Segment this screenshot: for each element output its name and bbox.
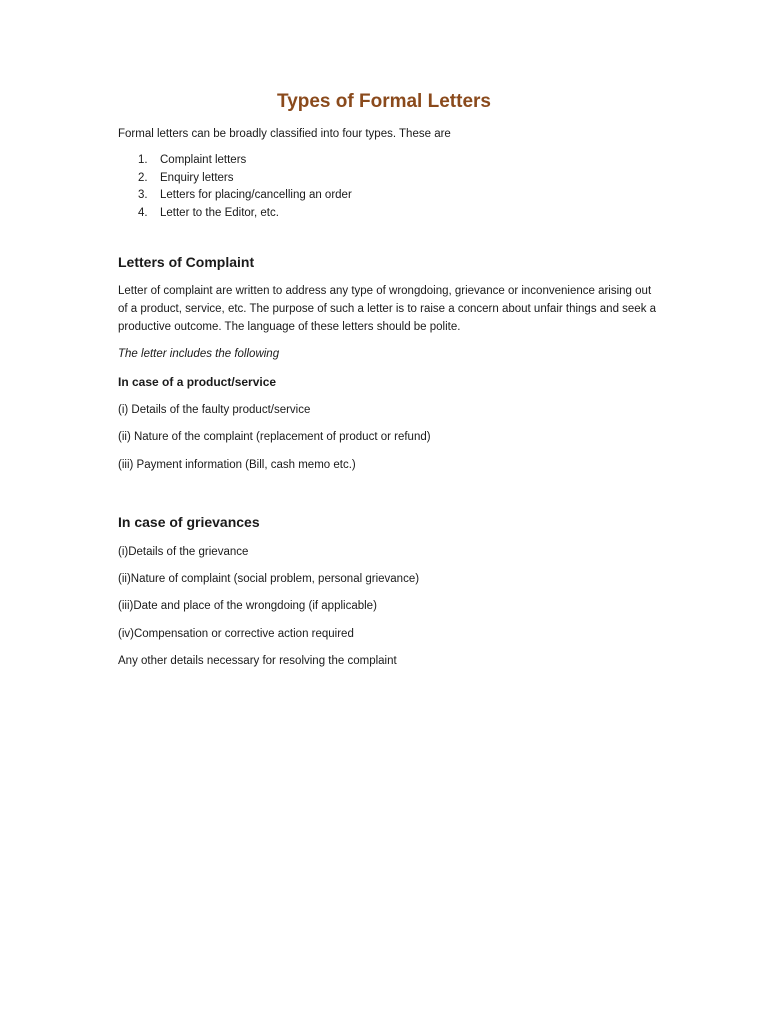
complaint-paragraph: Letter of complaint are written to address any type of wrongdoing, grievance or inconvenience arising out of a product, service, etc. The purpose of such a letter is to raise a concern about unfair things and seek a productive outcome. The language of these letters should be polite. bbox=[118, 285, 657, 333]
document-title: Types of Formal Letters bbox=[277, 91, 491, 112]
product-service-heading: In case of a product/service bbox=[118, 375, 277, 389]
list-item bbox=[118, 205, 352, 223]
list-item bbox=[118, 170, 352, 188]
list-item bbox=[118, 187, 352, 205]
list-item-number: 3. bbox=[138, 189, 148, 202]
list-item-number: 2. bbox=[138, 171, 148, 184]
list-item-label: Letters for placing/cancelling an order bbox=[160, 189, 352, 202]
grievance-item: (i)Details of the grievance bbox=[118, 546, 249, 558]
list-item bbox=[118, 152, 352, 170]
product-item: (iii) Payment information (Bill, cash memo etc.) bbox=[118, 459, 356, 471]
list-item-label: Complaint letters bbox=[160, 154, 247, 166]
product-item: (i) Details of the faulty product/service bbox=[118, 404, 311, 416]
grievance-item: (iv)Compensation or corrective action required bbox=[118, 628, 354, 640]
intro-paragraph: Formal letters can be broadly classified into four types. These are bbox=[118, 128, 451, 140]
product-item: (ii) Nature of the complaint (replacement of product or refund) bbox=[118, 431, 431, 443]
grievance-item: (ii)Nature of complaint (social problem, personal grievance) bbox=[118, 573, 420, 585]
complaint-section-heading: Letters of Complaint bbox=[118, 254, 255, 270]
letter-includes-note: The letter includes the following bbox=[118, 348, 280, 360]
list-item-number: 4. bbox=[138, 206, 148, 219]
list-item-label: Enquiry letters bbox=[160, 171, 234, 184]
grievance-item: Any other details necessary for resolving the complaint bbox=[118, 655, 397, 667]
grievance-item: (iii)Date and place of the wrongdoing (if applicable) bbox=[118, 600, 377, 612]
grievance-section-heading: In case of grievances bbox=[118, 514, 260, 530]
list-item-label: Letter to the Editor, etc. bbox=[160, 206, 279, 219]
letter-types-list bbox=[118, 152, 352, 222]
list-item-number: 1. bbox=[138, 154, 148, 166]
